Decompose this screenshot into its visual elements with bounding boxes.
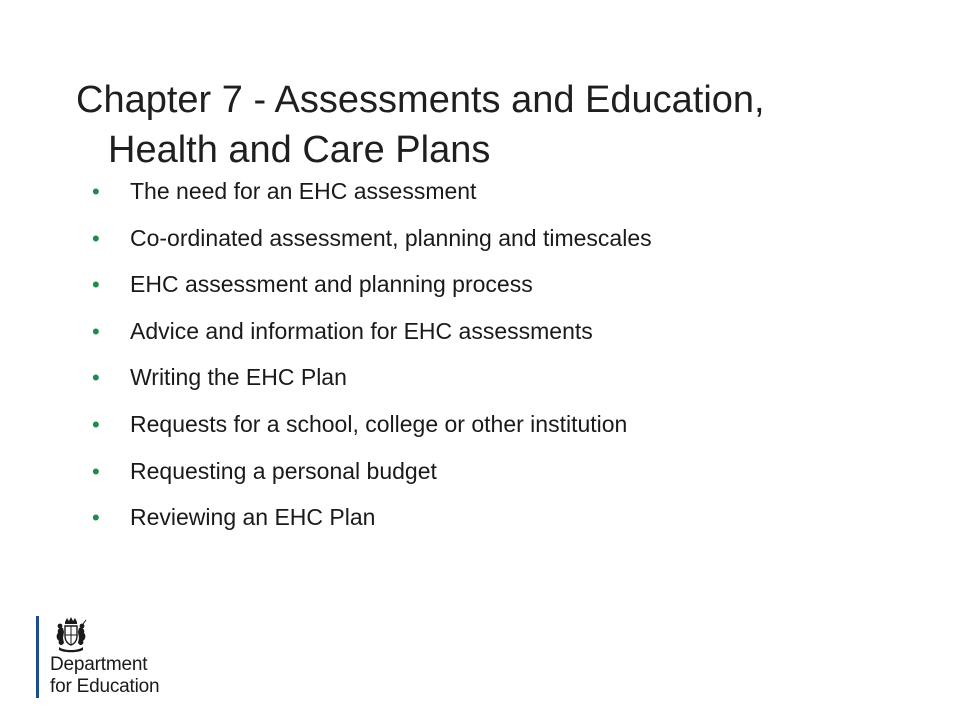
slide-title-line-1: Chapter 7 - Assessments and Education,	[76, 79, 765, 122]
bullet-icon: •	[92, 411, 100, 437]
bullet-item	[92, 458, 652, 485]
bullet-list	[92, 178, 652, 551]
bullet-icon: •	[92, 318, 100, 344]
bullet-icon: •	[92, 365, 100, 391]
logo-line-1: Department	[50, 654, 148, 675]
bullet-icon: •	[92, 179, 100, 204]
logo-line-2: for Education	[50, 676, 160, 697]
logo-rule	[36, 616, 39, 698]
bullet-item	[92, 411, 652, 438]
bullet-text: Writing the EHC Plan	[130, 364, 347, 391]
logo-text	[50, 654, 159, 698]
bullet-item	[92, 271, 652, 298]
bullet-item	[92, 178, 652, 205]
royal-coat-of-arms-icon	[50, 616, 92, 654]
department-for-education-logo	[36, 616, 176, 700]
bullet-text: Requests for a school, college or other institution	[130, 410, 628, 437]
bullet-item	[92, 225, 652, 252]
bullet-text: Requesting a personal budget	[130, 457, 437, 484]
slide-title	[76, 75, 896, 175]
bullet-text: The need for an EHC assessment	[130, 178, 477, 204]
bullet-icon: •	[92, 505, 100, 531]
bullet-item	[92, 318, 652, 345]
bullet-text: Advice and information for EHC assessments	[130, 317, 593, 344]
bullet-icon: •	[92, 458, 100, 484]
bullet-text: Co-ordinated assessment, planning and timescales	[130, 224, 652, 251]
bullet-item	[92, 364, 652, 391]
bullet-text: Reviewing an EHC Plan	[130, 504, 376, 531]
bullet-item	[92, 504, 652, 531]
bullet-icon: •	[92, 272, 100, 298]
bullet-text: EHC assessment and planning process	[130, 271, 533, 298]
bullet-icon: •	[92, 225, 100, 251]
slide-title-line-2: Health and Care Plans	[108, 129, 491, 172]
